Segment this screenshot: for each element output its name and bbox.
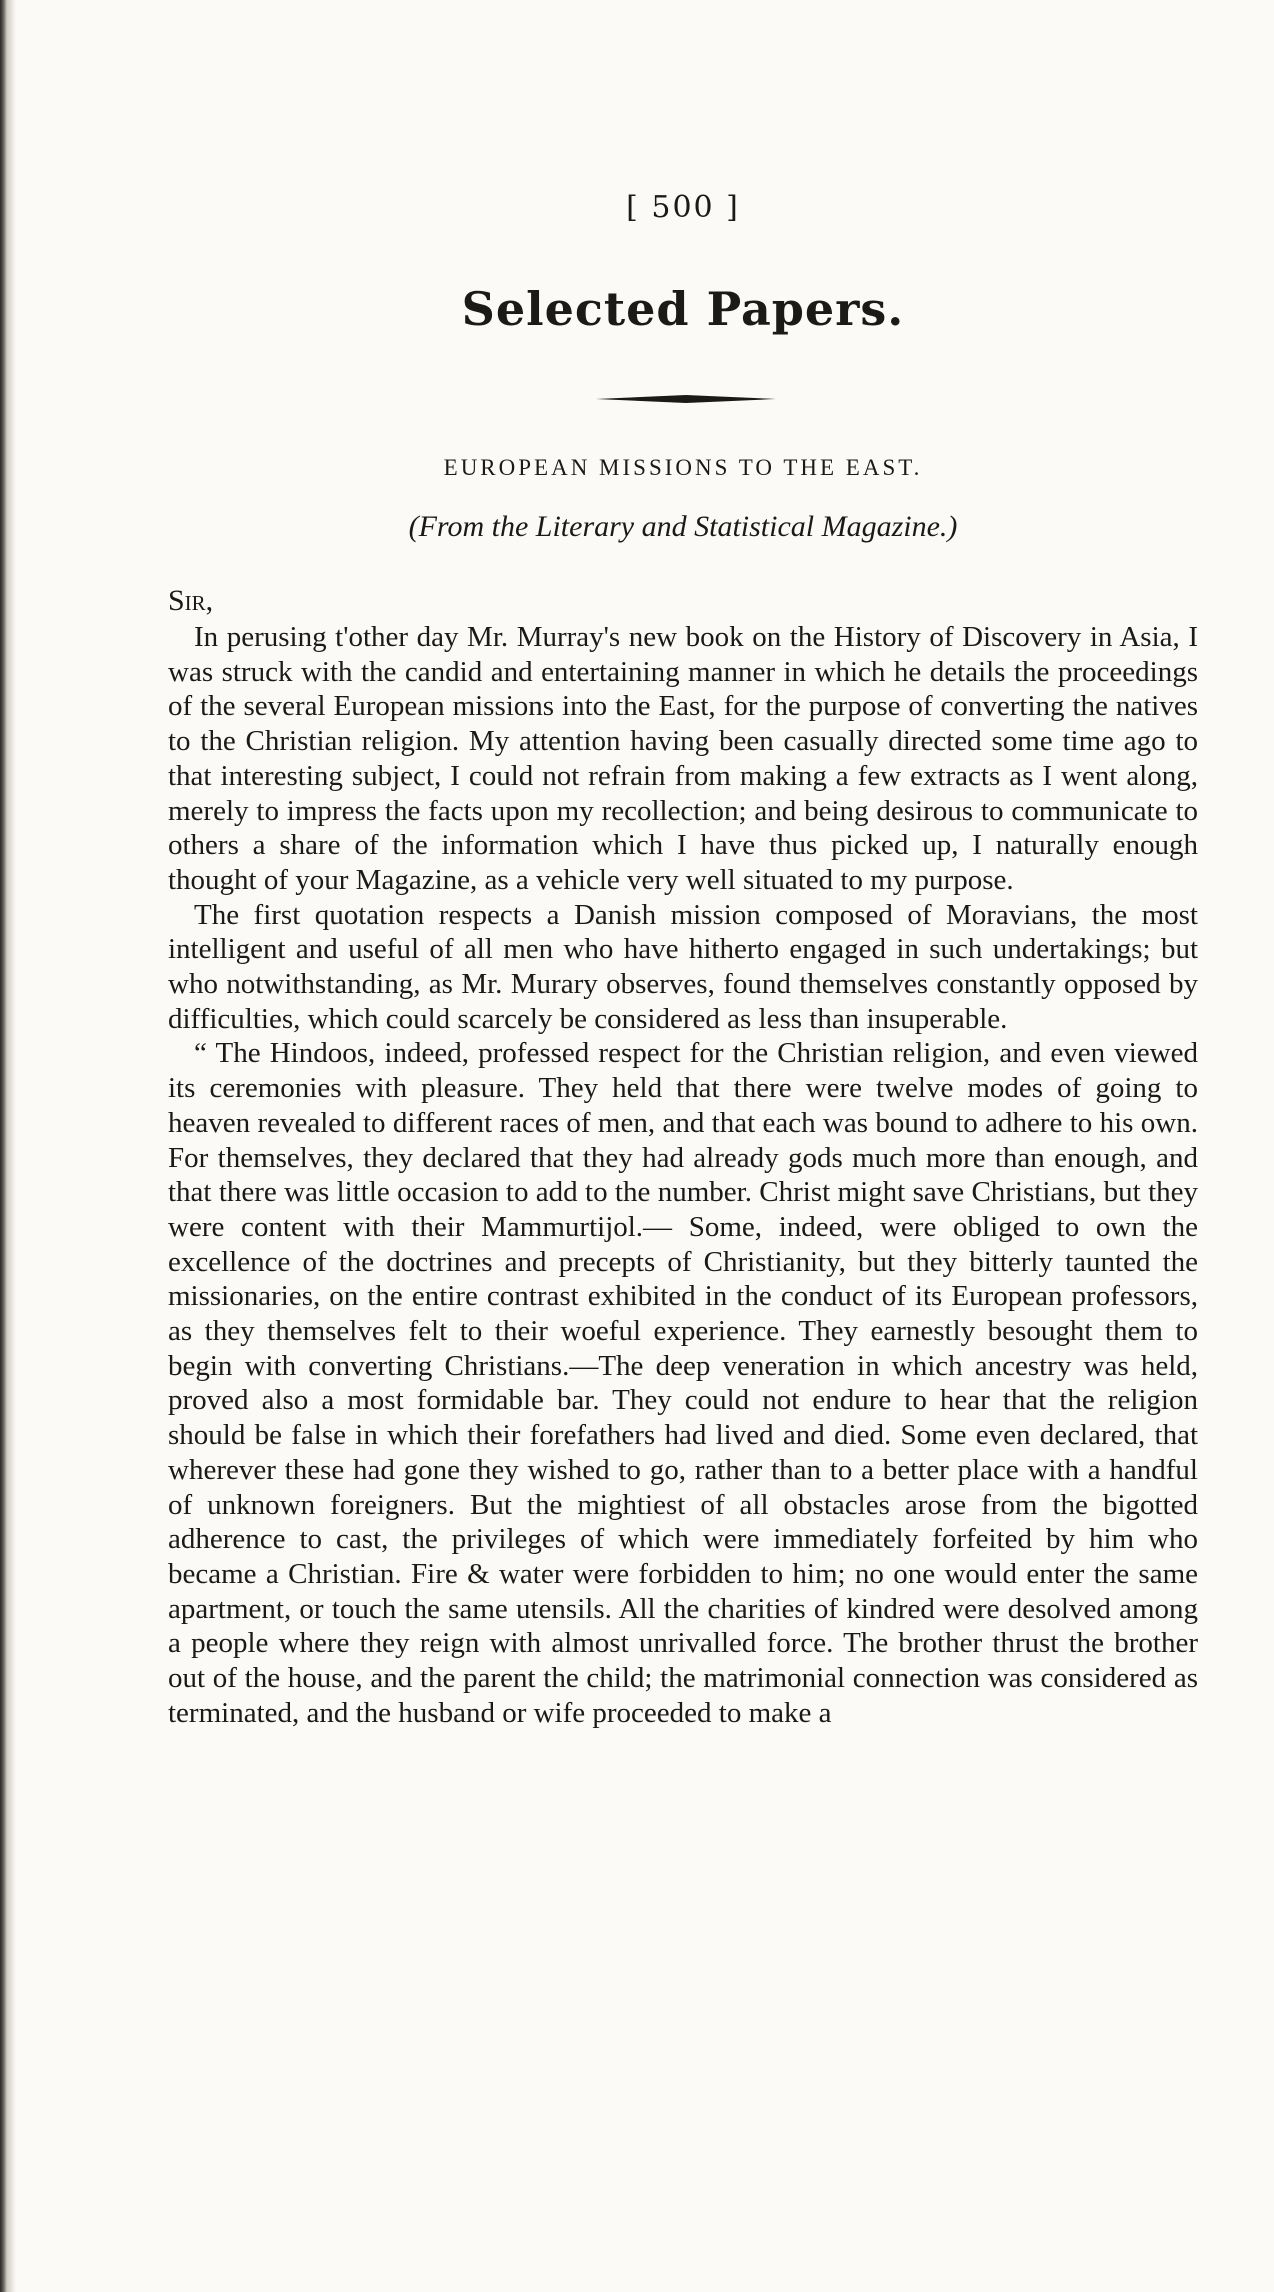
ornamental-rule [596,394,776,404]
page-number: [ 500 ] [626,190,740,225]
body-text [168,620,1198,1731]
paragraph: In perusing t'other day Mr. Murray's new book on the History of Discovery in Asia, I was struck with the candid and entertaining manner in which he details the proceedings of the several European missions into the East, for the purpose of converting the natives to the Christian religion. My attention having been casually directed some time ago to that interesting subject, I could not refrain from making a few extracts as I went along, merely to impress the facts upon my recollection; and being desirous to communicate to others a share of the information which I have thus picked up, I naturally enough thought of your Magazine, as a vehicle very well situated to my purpose. [168,621,1198,896]
source-line: (From the Literary and Statistical Magazine.) [408,510,958,543]
article-title: EUROPEAN MISSIONS TO THE EAST. [443,455,923,480]
paragraph: The first quotation respects a Danish mission composed of Moravians, the most intelligent and useful of all men who have hitherto engaged in such undertakings; but who notwithstanding, as Mr. Murary observes, found themselves constantly opposed by difficulties, which could scarcely be considered as less than insuperable. [168,898,1198,1035]
salutation: Sir, [168,584,214,617]
page-binding-edge [0,0,16,2292]
section-title: Selected Papers. [461,282,905,336]
paragraph: “ The Hindoos, indeed, professed respect for the Christian religion, and even viewed its ceremonies with pleasure. They held that there were twelve modes of going to heaven revealed to different races of men, and that each was bound to adhere to his own. For themselves, they declared that they had already gods much more than enough, and that there was little occasion to add to the number. Christ might save Christians, but they were content with their Mammurtijol.— Some, indeed, were obliged to own the excellence of the doctrines and precepts of Christianity, but they bitterly taunted the missionaries, on the entire contrast exhibited in the conduct of its European professors, as they themselves felt to their woeful experience. They earnestly besought them to begin with converting Christians.—The deep veneration in which ancestry was held, proved also a most formidable bar. They could not endure to hear that the religion should be false in which their forefathers had lived and died. Some even declared, that wherever these had gone they wished to go, rather than to a better place with a handful of unknown foreigners. But the mightiest of all obstacles arose from the bigotted adherence to cast, the privileges of which were immediately forfeited by him who became a Christian. Fire & water were forbidden to him; no one would enter the same apartment, or touch the same utensils. All the charities of kindred were desolved among a people where they reign with almost unrivalled force. The brother thrust the brother out of the house, and the parent the child; the matrimonial connection was considered as terminated, and the husband or wife proceeded to make a [168,1037,1198,1729]
